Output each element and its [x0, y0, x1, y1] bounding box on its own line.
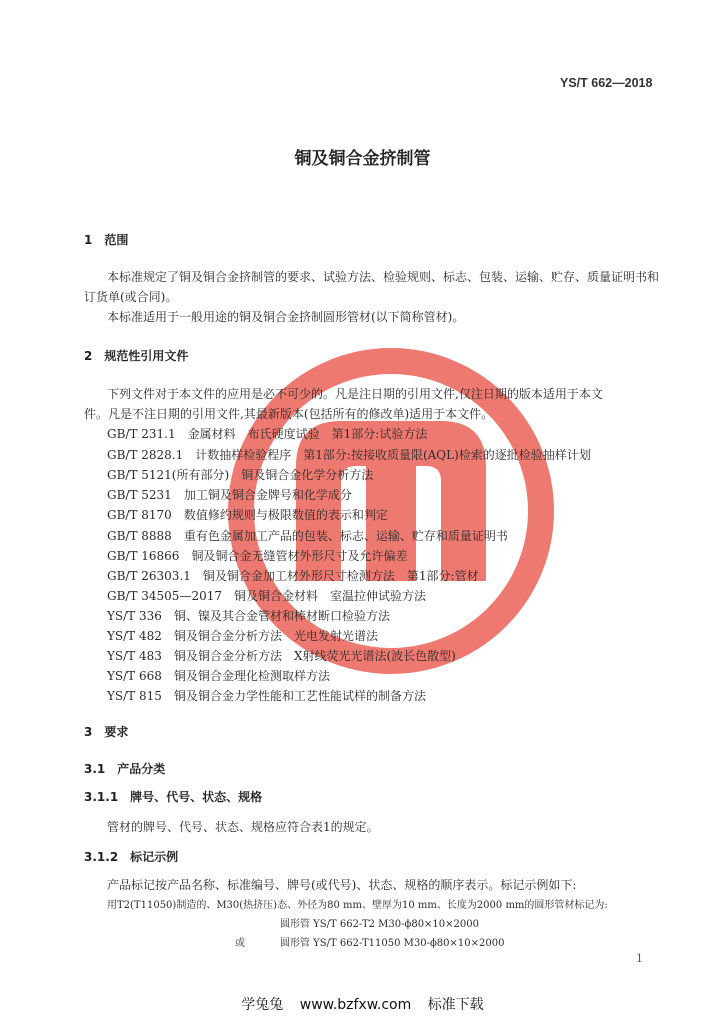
reference-title: 铜及铜合金化学分析方法 — [241, 468, 374, 482]
reference-item — [107, 466, 373, 483]
reference-code: GB/T 16866 — [107, 549, 180, 563]
section-1-heading — [84, 231, 128, 248]
reference-title: 金属材料 布氏硬度试验 第1部分:试验方法 — [187, 427, 428, 441]
reference-title: 铜、镍及其合金管材和棒材断口检验方法 — [173, 609, 390, 623]
reference-item — [107, 607, 390, 624]
subsection-3-1-heading — [84, 760, 165, 777]
reference-item — [107, 587, 426, 604]
reference-title: 铜及铜合金力学性能和工艺性能试样的制备方法 — [173, 689, 426, 703]
reference-item — [107, 567, 479, 584]
section-title: 要求 — [104, 725, 129, 739]
reference-code: YS/T 482 — [107, 629, 162, 643]
paragraph: 订货单(或合同)。 — [84, 290, 178, 304]
or-label: 或 — [235, 938, 245, 949]
document-title: 铜及铜合金挤制管 — [294, 149, 431, 169]
reference-item — [107, 547, 407, 564]
section-2-heading — [84, 347, 188, 364]
reference-item — [107, 527, 508, 544]
reference-title: 铜及铜合金分析方法 X射线荧光光谱法(波长色散型) — [173, 649, 456, 663]
section-title: 牌号、代号、状态、规格 — [130, 790, 263, 804]
reference-item — [107, 446, 591, 463]
section-number: 3.1 — [84, 762, 106, 776]
section-number: 3.1.2 — [84, 850, 119, 864]
reference-item — [107, 506, 388, 523]
paragraph: 件。凡是不注日期的引用文件,其最新版本(包括所有的修改单)适用于本文件。 — [84, 407, 494, 421]
reference-code: GB/T 8170 — [107, 508, 172, 522]
footer-slogan: 标准下载 — [427, 997, 484, 1013]
reference-code: GB/T 34505—2017 — [107, 589, 222, 603]
reference-item — [107, 667, 330, 684]
section-number: 1 — [84, 233, 93, 247]
standard-number: YS/T 662—2018 — [560, 76, 653, 90]
reference-code: YS/T 668 — [107, 669, 162, 683]
paragraph: 本标准规定了铜及铜合金挤制管的要求、试验方法、检验规则、标志、包装、运输、贮存、质量证明书和 — [107, 270, 660, 284]
reference-code: YS/T 483 — [107, 649, 162, 663]
reference-item — [107, 486, 352, 503]
reference-title: 铜及铜合金理化检测取样方法 — [173, 669, 330, 683]
marking-example: 圆形管 YS/T 662-T11050 M30-ϕ80×10×2000 — [280, 938, 505, 949]
footer-url[interactable]: www.bzfxw.com — [299, 997, 412, 1013]
reference-title: 铜及铜合金无缝管材外形尺寸及允许偏差 — [191, 549, 408, 563]
footer-site-name: 学兔兔 — [241, 997, 284, 1013]
footer — [0, 994, 725, 1014]
subsection-3-1-2-heading — [84, 848, 178, 865]
reference-item — [107, 425, 427, 442]
section-title: 规范性引用文件 — [104, 349, 189, 363]
reference-code: GB/T 2828.1 — [107, 448, 184, 462]
reference-code: YS/T 815 — [107, 689, 162, 703]
section-title: 产品分类 — [117, 762, 166, 776]
section-title: 范围 — [104, 233, 129, 247]
reference-title: 铜及铜合金加工材外形尺寸检测方法 第1部分:管材 — [202, 569, 479, 583]
reference-code: YS/T 336 — [107, 609, 162, 623]
reference-title: 计数抽样检验程序 第1部分:按接收质量限(AQL)检索的逐批检验抽样计划 — [195, 448, 591, 462]
section-3-heading — [84, 723, 128, 740]
section-number: 3 — [84, 725, 93, 739]
reference-code: GB/T 5121(所有部分) — [107, 468, 230, 482]
reference-code: GB/T 26303.1 — [107, 569, 191, 583]
reference-title: 加工铜及铜合金牌号和化学成分 — [183, 488, 352, 502]
section-number: 3.1.1 — [84, 790, 119, 804]
paragraph: 管材的牌号、代号、状态、规格应符合表1的规定。 — [107, 820, 379, 834]
reference-code: GB/T 231.1 — [107, 427, 176, 441]
section-title: 标记示例 — [130, 850, 179, 864]
reference-code: GB/T 5231 — [107, 488, 172, 502]
reference-item — [107, 647, 456, 664]
reference-title: 重有色金属加工产品的包装、标志、运输、贮存和质量证明书 — [183, 529, 508, 543]
subsection-3-1-1-heading — [84, 788, 262, 805]
page-number: 1 — [636, 952, 643, 965]
reference-title: 数值修约规则与极限数值的表示和判定 — [183, 508, 388, 522]
reference-item — [107, 687, 426, 704]
example-intro: 用T2(T11050)制造的、M30(热挤压)态、外径为80 mm、壁厚为10 mm、长度为2000 mm的圆形管材标记为: — [107, 900, 608, 911]
reference-title: 铜及铜合金分析方法 光电发射光谱法 — [173, 629, 378, 643]
marking-example: 圆形管 YS/T 662-T2 M30-ϕ80×10×2000 — [280, 919, 479, 930]
paragraph: 下列文件对于本文件的应用是必不可少的。凡是注日期的引用文件,仅注日期的版本适用于本文 — [107, 387, 603, 401]
section-number: 2 — [84, 349, 93, 363]
reference-item — [107, 627, 378, 644]
reference-code: GB/T 8888 — [107, 529, 172, 543]
reference-title: 铜及铜合金材料 室温拉伸试验方法 — [234, 589, 427, 603]
paragraph: 本标准适用于一般用途的铜及铜合金挤制圆形管材(以下简称管材)。 — [107, 310, 465, 324]
paragraph: 产品标记按产品名称、标准编号、牌号(或代号)、状态、规格的顺序表示。标记示例如下: — [107, 878, 577, 892]
